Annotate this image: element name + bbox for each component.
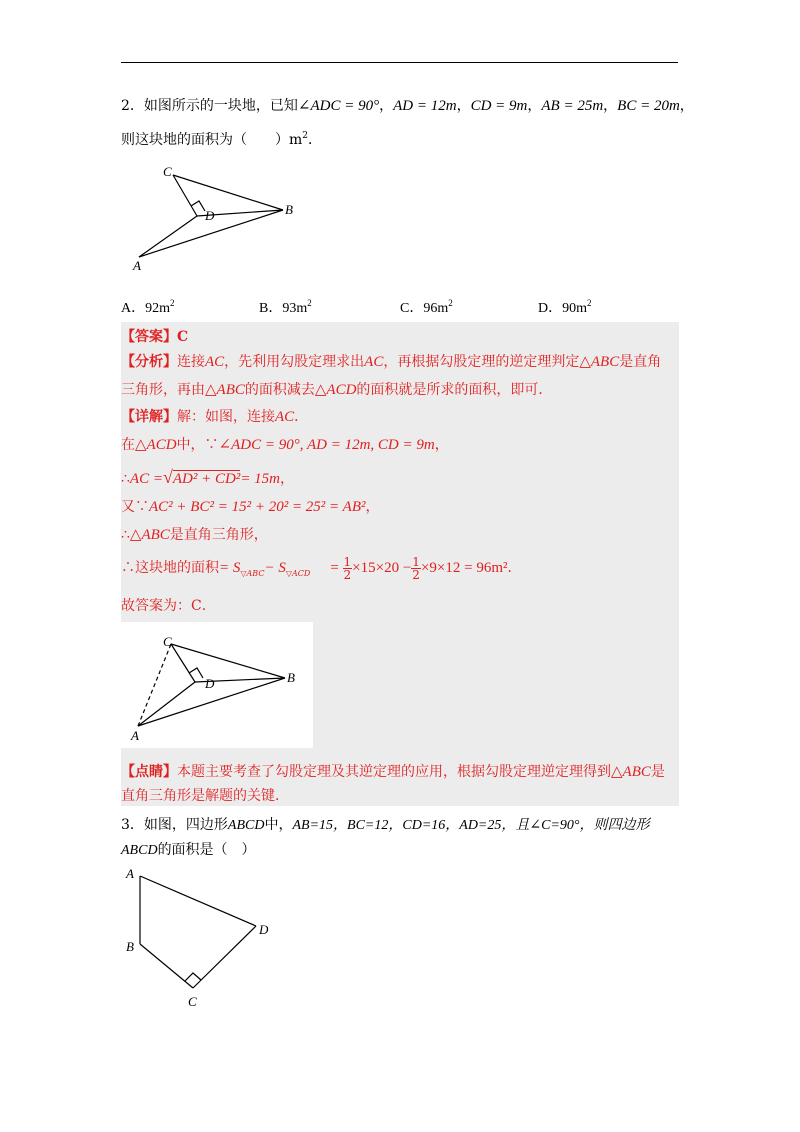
detail-line4 — [121, 497, 379, 517]
text: ， — [280, 471, 295, 487]
label-d: D — [205, 676, 215, 691]
q3-given: AB=15，BC=12，CD=16，AD=25，且∠C=90°，则四边形 — [292, 818, 650, 833]
edge-ad — [139, 216, 197, 257]
text: 的面积减去 — [244, 382, 315, 398]
math-abcd: ABCD — [121, 843, 158, 858]
den: 2 — [343, 567, 352, 582]
fraction-half — [411, 556, 421, 581]
detail-line1 — [121, 407, 308, 427]
label-a: A — [126, 866, 134, 881]
text: ∴这块地的面积 — [121, 560, 219, 576]
option-letter: B． — [259, 301, 283, 316]
label-a: A — [131, 728, 139, 743]
edge-ad — [140, 876, 256, 926]
q3-number: 3． — [121, 817, 144, 833]
option-value: 92m — [145, 301, 171, 316]
sup: 2 — [587, 298, 592, 308]
text: 在 — [121, 437, 135, 453]
q3-stem-line2 — [121, 840, 256, 861]
sep: ， — [679, 98, 694, 114]
sup: 2 — [302, 131, 309, 141]
header-rule — [121, 62, 678, 63]
edge-cb — [173, 175, 283, 210]
detail-tag: 【详解】 — [121, 409, 177, 425]
math: AC = — [129, 471, 163, 487]
q2-figure — [121, 160, 321, 280]
math-ac: AC — [275, 409, 295, 425]
label-a: A — [133, 258, 141, 273]
math-abc: △ABC — [205, 382, 245, 398]
math: ×15×20 − — [352, 560, 412, 576]
label-d: D — [205, 208, 215, 223]
comment-tag: 【点睛】 — [121, 764, 177, 780]
sup: 2 — [307, 298, 312, 308]
option-value: 90m — [562, 301, 588, 316]
math-acd: △ACD — [314, 382, 357, 398]
text: 是直角 — [619, 354, 662, 370]
text: ∴ — [121, 527, 130, 543]
text: ． — [507, 560, 522, 576]
math: AC² + BC² = 15² + 20² = 25² = AB² — [149, 499, 366, 515]
q2-stem-text: 如图所示的一块地，已知 — [143, 98, 298, 114]
label-c: C — [163, 634, 172, 649]
q2-stem-line2-text: 则这块地的面积为（ ）m — [121, 132, 303, 148]
answer-figure — [121, 622, 313, 748]
analysis-tag: 【分析】 — [121, 354, 177, 370]
text: ． — [294, 409, 309, 425]
text: ，先利用勾股定理求出 — [224, 354, 365, 370]
detail-line3 — [121, 467, 294, 489]
option-a[interactable] — [121, 297, 175, 317]
text: 连接 — [177, 354, 205, 370]
den: 2 — [412, 567, 420, 582]
num: 1 — [343, 554, 352, 569]
text: ， — [434, 437, 449, 453]
q2-stem-line1 — [121, 96, 694, 116]
period: ． — [308, 132, 323, 148]
math-given: ∠ADC = 90°, AD = 12m, CD = 9m — [218, 437, 435, 453]
option-letter: C． — [400, 301, 424, 316]
edge-bc — [140, 944, 193, 988]
math-ac: AC — [364, 354, 384, 370]
label-b: B — [126, 939, 134, 954]
q2-angle: ∠ADC = 90° — [297, 98, 380, 114]
detail-line6: ∴这块地的面积= $S_{▽ABC}- S_{▽ACD}$ = $\frac{1}{2}$ ×15×20 − $\frac{1}{2}$ ×9×12 = 96m²． — [121, 554, 522, 582]
text: 如图，四边形 — [143, 817, 228, 833]
right-angle-mark — [185, 973, 201, 981]
math-ac: AC — [205, 354, 225, 370]
math: = S — [219, 560, 241, 576]
answer-value: C — [177, 329, 189, 345]
label-c: C — [188, 994, 197, 1009]
detail-line5 — [121, 525, 268, 545]
text: ， — [365, 499, 380, 515]
sep: ， — [527, 98, 542, 114]
math-radicand: AD² + CD² — [172, 471, 241, 487]
answer-line — [121, 327, 188, 347]
comment-line2: 直角三角形是解题的关键． — [121, 788, 289, 804]
q2-cd: CD = 9m — [470, 98, 528, 114]
sep: ， — [456, 98, 471, 114]
text: 是直角三角形， — [169, 527, 268, 543]
math-abcd: ABCD — [227, 818, 265, 833]
text: ，再根据勾股定理的逆定理判定 — [383, 354, 580, 370]
q2-ad: AD = 12m — [393, 98, 457, 114]
text: 又∵ — [121, 499, 149, 515]
sep: ， — [379, 98, 394, 114]
label-b: B — [285, 202, 293, 217]
q2-ab: AB = 25m — [541, 98, 604, 114]
math-abc: △ABC — [129, 527, 170, 543]
math: ×9×12 = 96m² — [420, 560, 508, 576]
fraction-half — [343, 556, 353, 581]
math-acd: △ACD — [135, 437, 177, 453]
q2-bc: BC = 20m — [617, 98, 680, 114]
comment-line1 — [121, 762, 665, 782]
text: 三角形，再由 — [121, 382, 205, 398]
text: 中，∵ — [176, 437, 219, 453]
q3-stem-line1 — [121, 815, 650, 836]
q2-stem-line2 — [121, 126, 322, 150]
analysis-line1 — [121, 352, 661, 372]
option-value: 96m — [423, 301, 449, 316]
edge-cd — [193, 926, 256, 988]
label-b: B — [287, 670, 295, 685]
analysis-line2 — [121, 380, 552, 400]
edge-cb — [171, 644, 285, 678]
text: 是 — [650, 764, 665, 780]
option-value: 93m — [282, 301, 308, 316]
option-b[interactable] — [259, 297, 312, 317]
label-d: D — [259, 922, 269, 937]
sup: 2 — [170, 298, 175, 308]
math-abc: △ABC — [579, 354, 620, 370]
sup: 2 — [448, 298, 453, 308]
text: 中， — [264, 817, 293, 833]
sep: ， — [603, 98, 618, 114]
option-letter: A． — [121, 301, 146, 316]
text: ∴ — [121, 471, 130, 487]
detail-line2 — [121, 435, 449, 455]
math: = 15m — [240, 471, 281, 487]
option-d[interactable] — [538, 297, 592, 317]
answer-figure-box — [121, 622, 313, 748]
math: − S — [264, 560, 286, 576]
final-answer: 故答案为：C． — [121, 598, 216, 614]
subscript: ▽ABC — [240, 568, 265, 578]
text: 的面积是（ ） — [157, 842, 256, 858]
text: 的面积就是所求的面积，即可． — [356, 382, 553, 398]
subscript: ▽ACD — [285, 568, 311, 578]
label-c: C — [163, 164, 172, 179]
num: 1 — [412, 554, 420, 569]
math-abc: △ABC — [611, 764, 651, 780]
q3-figure — [121, 862, 291, 1012]
sqrt-icon: √ — [162, 467, 173, 487]
q2-number: 2． — [121, 98, 144, 114]
answer-tag: 【答案】 — [121, 329, 177, 345]
text: 本题主要考查了勾股定理及其逆定理的应用，根据勾股定理逆定理得到 — [177, 764, 611, 780]
option-c[interactable] — [400, 297, 453, 317]
option-letter: D． — [538, 301, 563, 316]
text: 解：如图，连接 — [177, 409, 275, 425]
